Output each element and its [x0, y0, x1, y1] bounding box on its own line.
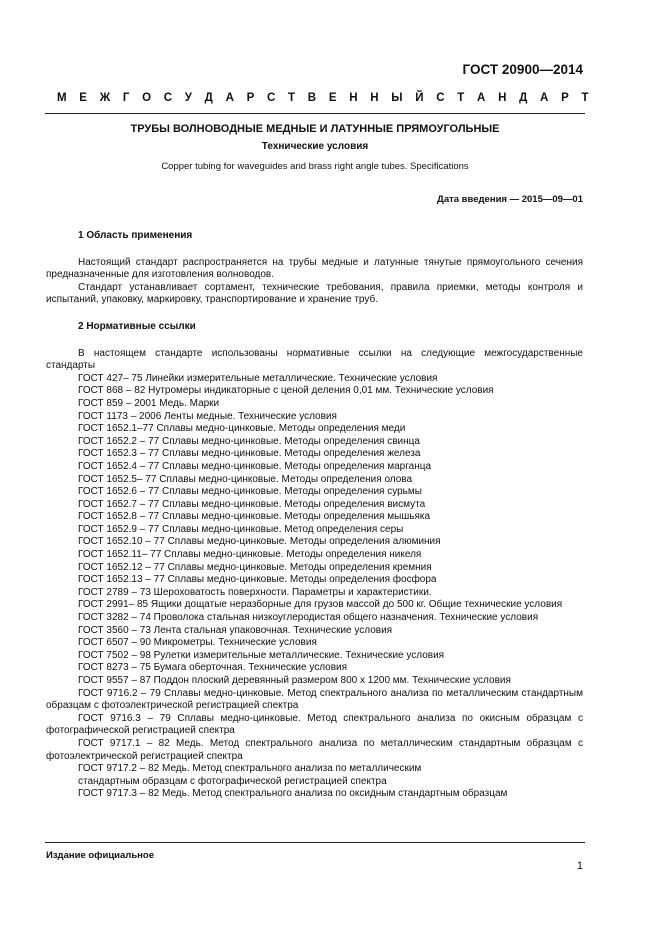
- reference-item: ГОСТ 2789 – 73 Шероховатость поверхности. Параметры и характеристики.: [78, 586, 432, 598]
- reference-item: ГОСТ 1652.9 – 77 Сплавы медно-цинковые. Метод определения серы: [78, 523, 404, 535]
- reference-item: ГОСТ 1652.2 – 77 Сплавы медно-цинковые. Методы определения свинца: [78, 435, 420, 447]
- reference-item: ГОСТ 2991– 85 Ящики дощатые неразборные для грузов массой до 500 кг. Общие технические условия: [78, 599, 563, 611]
- reference-item: ГОСТ 6507 – 90 Микрометры. Технические условия: [78, 637, 317, 649]
- reference-item: ГОСТ 8273 – 75 Бумага оберточная. Технические условия: [78, 662, 348, 674]
- section-1-heading: 1 Область применения: [78, 230, 193, 241]
- reference-item: ГОСТ 9717.3 – 82 Медь. Метод спектрального анализа по оксидным стандартным образцам: [78, 788, 508, 800]
- reference-item: ГОСТ 1652.13 – 77 Сплавы медно-цинковые. Методы определения фосфора: [78, 574, 437, 586]
- introduction-date: Дата введения — 2015—09—01: [437, 194, 583, 205]
- reference-item: ГОСТ 859 – 2001 Медь. Марки: [78, 397, 220, 409]
- reference-item: ГОСТ 1652.4 – 77 Сплавы медно-цинковые. Методы определения марганца: [78, 460, 432, 472]
- page-number: 1: [576, 860, 583, 872]
- reference-item: ГОСТ 1652.6 – 77 Сплавы медно-цинковые. Методы определения сурьмы: [78, 486, 422, 498]
- reference-item: ГОСТ 9716.2 – 79 Сплавы медно-цинковые. Метод спектрального анализа по металлическим стандартным образцам с фотоэлектрической регистрацией спектра: [46, 687, 583, 712]
- normative-references-list: [46, 373, 583, 763]
- reference-line: стандартным образцам с фотографической регистрацией спектра: [78, 775, 387, 787]
- section-1-paragraph: Настоящий стандарт распространяется на трубы медные и латунные тянутые прямоугольного сечения предназначенные для изготовления волноводов.: [46, 256, 583, 281]
- reference-item: ГОСТ 1652.3 – 77 Сплавы медно-цинковые. Методы определения железа: [78, 448, 421, 460]
- reference-item: ГОСТ 1173 – 2006 Ленты медные. Технические условия: [78, 410, 337, 422]
- reference-item: ГОСТ 1652.1–77 Сплавы медно-цинковые. Методы определения меди: [78, 423, 406, 435]
- reference-item: ГОСТ 1652.8 – 77 Сплавы медно-цинковые. Методы определения мышьяка: [78, 511, 431, 523]
- section-2-heading: 2 Нормативные ссылки: [78, 320, 196, 332]
- document-subtitle: Технические условия: [261, 141, 369, 152]
- section-2-intro: В настоящем стандарте использованы нормативные ссылки на следующие межгосударственные стандарты: [46, 347, 583, 372]
- header-divider: [45, 113, 585, 114]
- reference-item: ГОСТ 1652.11– 77 Сплавы медно-цинковые. Методы определения никеля: [78, 549, 422, 561]
- document-body: [46, 230, 583, 801]
- reference-line: ГОСТ 9717.2 – 82 Медь. Метод спектрального анализа по металлическим: [78, 763, 422, 775]
- reference-item: ГОСТ 9716.3 – 79 Сплавы медно-цинковые. Метод спектрального анализа по окисным образцам с фотографической регистрацией спектра: [46, 712, 583, 737]
- section-1-paragraph: Стандарт устанавливает сортамент, технические требования, правила приемки, методы контроля и испытаний, упаковку, маркировку, транспортирование и хранение труб.: [46, 281, 583, 306]
- document-title-english: Copper tubing for waveguides and brass right angle tubes. Specifications: [161, 161, 469, 172]
- reference-item: ГОСТ 1652.7 – 77 Сплавы медно-цинковые. Методы определения висмута: [78, 498, 426, 510]
- reference-item: ГОСТ 3560 – 73 Лента стальная упаковочная. Технические условия: [78, 624, 393, 636]
- reference-item: ГОСТ 1652.10 – 77 Сплавы медно-цинковые. Методы определения алюминия: [78, 536, 441, 548]
- official-edition-label: Издание официальное: [46, 850, 154, 861]
- reference-item: ГОСТ 9717.1 – 82 Медь. Метод спектрального анализа по металлическим стандартным образцам с фотоэлектрической регистрацией спектра: [46, 737, 583, 762]
- interstate-standard-heading: М Е Ж Г О С У Д А Р С Т В Е Н Н Ы Й С Т А Н Д А Р Т: [57, 92, 589, 104]
- reference-item: ГОСТ 3282 – 74 Проволока стальная низкоуглеродистая общего назначения. Технические условия: [78, 612, 539, 624]
- footer-divider: [45, 842, 585, 843]
- reference-item: ГОСТ 7502 – 98 Рулетки измерительные металлические. Технические условия: [78, 649, 445, 661]
- reference-item: ГОСТ 1652.5– 77 Сплавы медно-цинковые. Методы определения олова: [78, 473, 413, 485]
- document-title: ТРУБЫ ВОЛНОВОДНЫЕ МЕДНЫЕ И ЛАТУННЫЕ ПРЯМОУГОЛЬНЫЕ: [130, 123, 500, 135]
- reference-item: ГОСТ 427– 75 Линейки измерительные металлические. Технические условия: [78, 372, 438, 384]
- gost-number: ГОСТ 20900—2014: [462, 62, 583, 77]
- reference-item: ГОСТ 868 – 82 Нутромеры индикаторные с ценой деления 0,01 мм. Технические условия: [78, 385, 494, 397]
- reference-item: [46, 763, 583, 788]
- reference-item: ГОСТ 9557 – 87 Поддон плоский деревянный размером 800 х 1200 мм. Технические условия: [78, 675, 511, 686]
- reference-item: ГОСТ 1652.12 – 77 Сплавы медно-цинковые. Методы определения кремния: [78, 561, 432, 573]
